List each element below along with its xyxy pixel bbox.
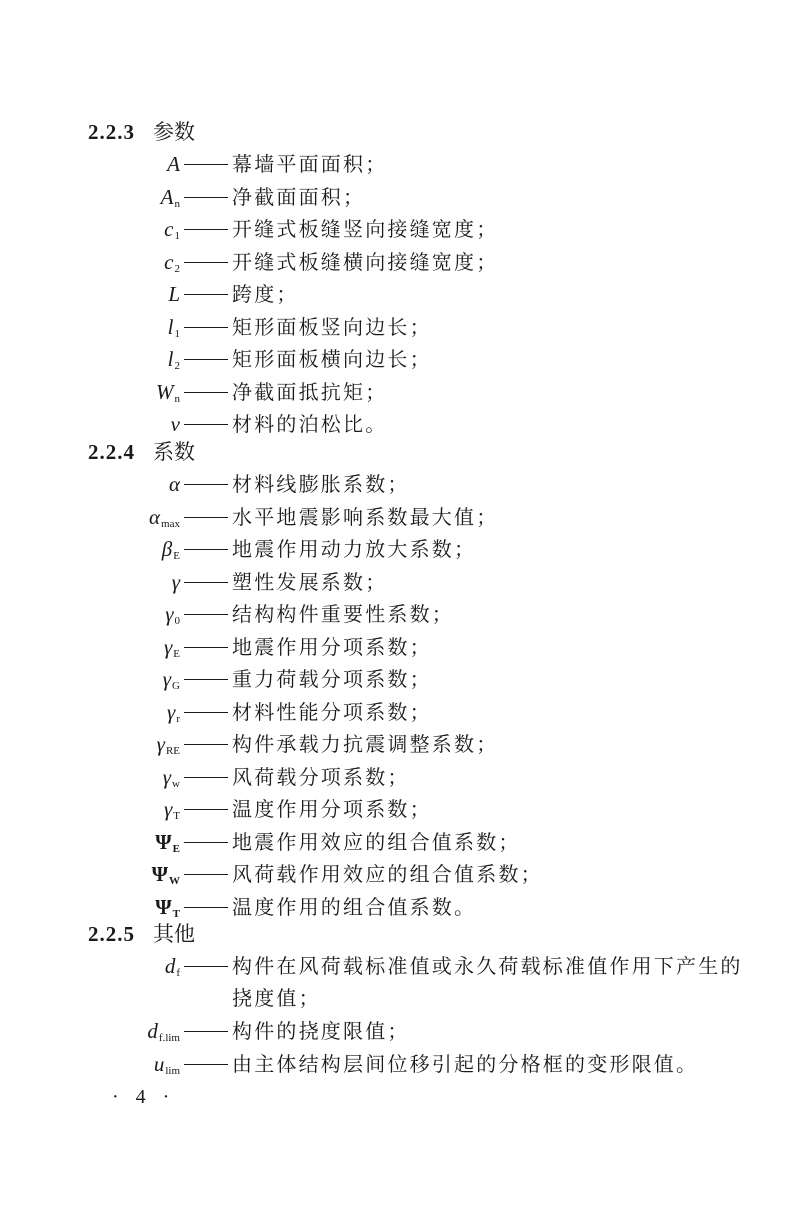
- symbol: [164, 793, 180, 825]
- em-dash-rule: [184, 229, 228, 230]
- symbol-letter: γ: [162, 667, 172, 691]
- symbol-description: 矩形面板竖向边长；: [232, 314, 432, 339]
- symbol: [155, 826, 180, 858]
- em-dash-rule: [184, 392, 228, 393]
- symbol-row: [0, 663, 800, 695]
- section-title: 系数: [153, 440, 195, 464]
- symbol-letter: A: [160, 184, 174, 209]
- symbol: [161, 181, 180, 213]
- symbol-letter: β: [161, 537, 173, 561]
- symbol-row: [0, 793, 800, 825]
- symbol: [164, 246, 180, 278]
- symbol-letter: Ψ: [155, 829, 172, 854]
- symbol-subscript: 2: [174, 262, 180, 275]
- symbol: [168, 278, 180, 310]
- symbol-letter: γ: [162, 764, 172, 789]
- em-dash-rule: [184, 359, 228, 360]
- symbol: [162, 533, 180, 565]
- symbol: [147, 1015, 180, 1047]
- symbol-description: 幕墙平面面积；: [232, 152, 388, 176]
- symbol: [149, 501, 180, 533]
- symbol-row: [0, 148, 800, 180]
- page-number: · 4 ·: [112, 1086, 176, 1108]
- em-dash-rule: [184, 262, 228, 263]
- symbol: [168, 343, 180, 375]
- symbol-letter: c: [164, 249, 174, 274]
- symbol-row: [0, 278, 800, 310]
- symbol-row: [0, 343, 800, 375]
- symbol-description-continued: 挠度值；: [232, 986, 321, 1010]
- symbol-letter: c: [164, 217, 174, 241]
- em-dash-rule: [184, 1031, 228, 1032]
- symbol-letter: γ: [156, 732, 165, 756]
- symbol: [164, 213, 180, 245]
- symbol-row: [0, 761, 800, 793]
- symbol-description: 结构构件重要性系数；: [232, 602, 454, 626]
- symbol-row: [0, 376, 800, 408]
- symbol-letter: W: [156, 379, 174, 404]
- symbol-letter: ν: [170, 412, 180, 436]
- symbol-description: 地震作用效应的组合值系数；: [232, 829, 521, 854]
- em-dash-rule: [184, 484, 228, 485]
- symbol-letter: u: [153, 1051, 165, 1076]
- symbol-row: [0, 566, 800, 598]
- symbol: [164, 631, 180, 663]
- section-heading: [88, 436, 195, 468]
- symbol-row: [0, 1015, 800, 1047]
- em-dash-rule: [184, 842, 228, 843]
- symbol: [165, 598, 180, 630]
- section-number: 2.2.5: [88, 922, 135, 946]
- symbol-letter: γ: [165, 602, 174, 626]
- symbol-row: [0, 728, 800, 760]
- symbol-subscript: r: [176, 712, 180, 725]
- symbol-letter: Ψ: [155, 894, 172, 919]
- symbol-letter: γ: [163, 634, 173, 659]
- symbol-subscript: G: [172, 680, 180, 692]
- em-dash-rule: [184, 614, 228, 615]
- symbol: [167, 148, 180, 180]
- symbol-row: [0, 826, 800, 858]
- symbol-subscript: 1: [174, 327, 180, 340]
- em-dash-rule: [184, 647, 228, 648]
- em-dash-rule: [184, 809, 228, 810]
- symbol-row: [0, 950, 800, 1010]
- symbol-description: 净截面面积；: [232, 184, 366, 209]
- symbol-description: 风荷载作用效应的组合值系数；: [232, 862, 543, 886]
- symbol: [165, 950, 180, 982]
- symbol-subscript: E: [173, 647, 180, 660]
- symbol-row: [0, 501, 800, 533]
- symbol-letter: L: [168, 282, 180, 306]
- symbol-letter: l: [167, 314, 174, 339]
- symbol-description: 构件承载力抗震调整系数；: [232, 732, 499, 756]
- symbol-description: 材料的泊松比。: [232, 412, 388, 436]
- symbol-letter: d: [147, 1019, 158, 1043]
- em-dash-rule: [184, 874, 228, 875]
- section-title: 其他: [153, 922, 195, 946]
- symbol-letter: γ: [167, 699, 176, 724]
- symbol-row: [0, 311, 800, 343]
- symbol-description: 净截面抵抗矩；: [232, 379, 388, 404]
- symbol-description: 材料性能分项系数；: [232, 699, 432, 724]
- em-dash-rule: [184, 424, 228, 425]
- symbol-description: 材料线膨胀系数；: [232, 472, 410, 496]
- symbol-description: 地震作用分项系数；: [232, 634, 432, 659]
- symbol-row: [0, 468, 800, 500]
- symbol-subscript: lim: [165, 1064, 180, 1077]
- symbol-letter: d: [164, 954, 176, 978]
- symbol: [157, 728, 180, 760]
- symbol-subscript: T: [172, 907, 180, 920]
- symbol-letter: A: [167, 152, 180, 176]
- symbol-subscript: n: [174, 197, 180, 210]
- symbol-description: 开缝式板缝横向接缝宽度；: [232, 249, 499, 274]
- symbol: [163, 663, 180, 695]
- symbol-letter: l: [167, 347, 174, 371]
- section-heading: [88, 918, 195, 950]
- em-dash-rule: [184, 712, 228, 713]
- symbol-subscript: E: [173, 550, 180, 562]
- symbol-description: 水平地震影响系数最大值；: [232, 504, 499, 529]
- em-dash-rule: [184, 549, 228, 550]
- section-heading: [88, 116, 195, 148]
- em-dash-rule: [184, 582, 228, 583]
- em-dash-rule: [184, 679, 228, 680]
- symbol-subscript: f.lim: [158, 1032, 180, 1044]
- symbol-description: 矩形面板横向边长；: [232, 347, 432, 371]
- symbol-row: [0, 533, 800, 565]
- symbol-description: 重力荷载分项系数；: [232, 667, 432, 691]
- symbol-description: 温度作用分项系数；: [232, 797, 432, 821]
- symbol-row: [0, 181, 800, 213]
- symbol-letter: Ψ: [151, 862, 168, 886]
- symbol-row: [0, 246, 800, 278]
- symbol-letter: α: [168, 472, 180, 496]
- symbol-description: 跨度；: [232, 282, 299, 306]
- symbol-letter: α: [149, 504, 161, 529]
- symbol-row: [0, 858, 800, 890]
- symbol-description: 塑性发展系数；: [232, 569, 388, 594]
- symbol-letter: γ: [163, 797, 173, 821]
- section-number: 2.2.3: [88, 120, 135, 144]
- symbol-subscript: T: [173, 810, 180, 822]
- symbol-subscript: 2: [174, 360, 180, 372]
- symbol: [169, 468, 180, 500]
- symbol-row: [0, 631, 800, 663]
- symbol-description: 由主体结构层间位移引起的分格框的变形限值。: [232, 1051, 699, 1076]
- symbol-row: [0, 213, 800, 245]
- symbol-letter: γ: [171, 569, 180, 594]
- symbol-description: 风荷载分项系数；: [232, 764, 410, 789]
- symbol-subscript: W: [169, 875, 180, 887]
- symbol: [168, 311, 180, 343]
- symbol-subscript: w: [172, 777, 180, 790]
- symbol-subscript: E: [172, 842, 180, 855]
- section-title: 参数: [153, 120, 195, 144]
- symbol-row: [0, 598, 800, 630]
- em-dash-rule: [184, 966, 228, 967]
- section-number: 2.2.4: [88, 440, 135, 464]
- em-dash-rule: [184, 294, 228, 295]
- symbol: [154, 1048, 180, 1080]
- symbol: [172, 566, 180, 598]
- symbol-description: 开缝式板缝竖向接缝宽度；: [232, 217, 499, 241]
- symbol-description: 地震作用动力放大系数；: [232, 537, 477, 561]
- symbol-description: 温度作用的组合值系数。: [232, 894, 477, 919]
- em-dash-rule: [184, 164, 228, 165]
- symbol-description: 构件在风荷载标准值或永久荷载标准值作用下产生的: [232, 954, 743, 978]
- symbol: [163, 761, 180, 793]
- em-dash-rule: [184, 777, 228, 778]
- em-dash-rule: [184, 744, 228, 745]
- symbol-subscript: 0: [174, 615, 180, 627]
- symbol-subscript: f: [176, 967, 180, 979]
- symbol-row: [0, 696, 800, 728]
- em-dash-rule: [184, 1064, 228, 1065]
- em-dash-rule: [184, 517, 228, 518]
- symbol-subscript: 1: [174, 230, 180, 242]
- symbol-subscript: RE: [165, 745, 180, 757]
- symbol-description: 构件的挠度限值；: [232, 1019, 410, 1043]
- symbol-row: [0, 1048, 800, 1080]
- em-dash-rule: [184, 907, 228, 908]
- symbol-subscript: max: [161, 517, 180, 530]
- symbol: [167, 696, 180, 728]
- symbol: [152, 858, 180, 890]
- em-dash-rule: [184, 327, 228, 328]
- symbol: [156, 376, 180, 408]
- em-dash-rule: [184, 197, 228, 198]
- symbol-subscript: n: [174, 392, 180, 405]
